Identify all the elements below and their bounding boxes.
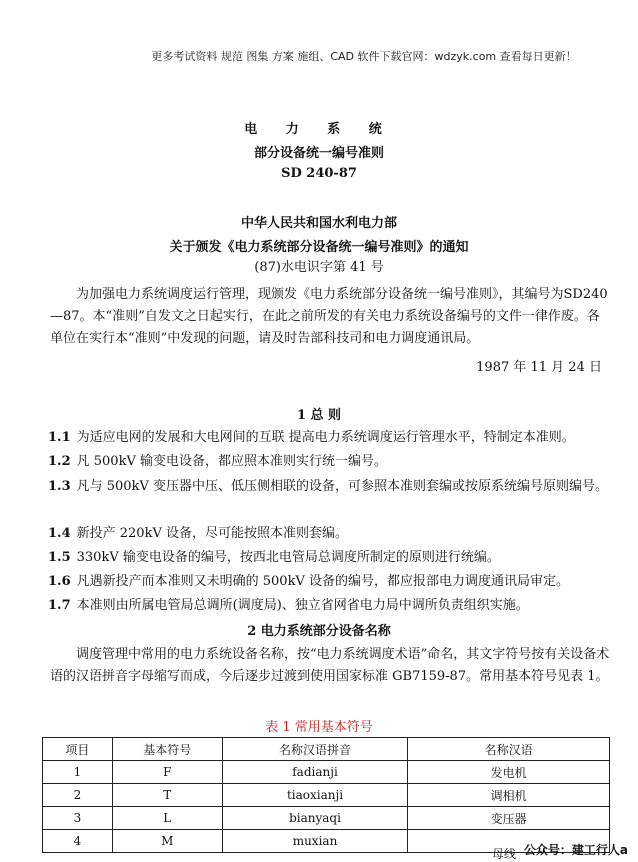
table-row (43, 807, 610, 830)
list-item (48, 572, 618, 592)
table-cell: F (112, 761, 222, 784)
column-header: 名称汉语拼音 (222, 738, 408, 761)
doc-title-line2: 部分设备统一编号准则 (253, 146, 384, 161)
list-item (48, 596, 618, 616)
notice-title: 关于颁发《电力系统部分设备统一编号准则》的通知 (169, 240, 469, 255)
header-banner: 更多考试资料 规范 图集 方案 施组、CAD 软件下载官网：wdzyk.com 查看每日更新！ (151, 50, 577, 63)
table-cell: bianyaqi (222, 807, 408, 830)
column-header: 基本符号 (112, 738, 222, 761)
column-header: 项目 (43, 738, 113, 761)
notice-number: (87)水电识字第 41 号 (254, 260, 384, 275)
table-row (43, 761, 610, 784)
notice-date: 1987 年 11 月 24 日 (476, 360, 602, 375)
issuer: 中华人民共和国水利电力部 (240, 216, 397, 231)
list-item (48, 428, 618, 448)
section1-heading: 1 总 则 (296, 408, 342, 423)
table-cell: M (112, 830, 222, 853)
table-cell: 调相机 (408, 784, 610, 807)
table-header-row (43, 738, 610, 761)
item-text: 新投产 220kV 设备，尽可能按照本准则套编。 (76, 526, 348, 541)
doc-title-line1: 电 力 系 统 (244, 122, 394, 137)
table-cell: T (112, 784, 222, 807)
table-row (43, 784, 610, 807)
table-cell: 变压器 (408, 807, 610, 830)
section2-body: 调度管理中常用的电力系统设备名称，按“电力系统调度术语”命名，其文字符号按有关设备术语的汉语拼音字母缩写而成，今后逐步过渡到使用国家标准 GB7159-87。常用基本符号见表 1。 (50, 647, 610, 684)
item-number: 1.3 (48, 479, 71, 494)
table-cell: 4 (43, 830, 113, 853)
item-number: 1.1 (48, 430, 71, 445)
table-cell: tiaoxianji (222, 784, 408, 807)
item-number: 1.5 (48, 550, 71, 565)
table-caption: 表 1 常用基本符号 (265, 720, 373, 735)
table-cell: 2 (43, 784, 113, 807)
doc-code: SD 240-87 (281, 166, 357, 181)
item-text: 凡与 500kV 变压器中压、低压侧相联的设备，可参照本准则套编或按原系统编号原则编号。 (76, 479, 608, 494)
list-item (48, 548, 618, 568)
table-cell: 1 (43, 761, 113, 784)
list-item (48, 524, 618, 544)
symbols-table (42, 737, 610, 853)
item-text: 本准则由所属电管局总调所(调度局)、独立省网省电力局中调所负责组织实施。 (76, 598, 529, 613)
footer-watermark: 公众号：建工行人a (523, 843, 628, 857)
item-number: 1.6 (48, 574, 71, 589)
item-number: 1.7 (48, 598, 71, 613)
section2-heading: 2 电力系统部分设备名称 (247, 624, 391, 639)
item-text: 凡 500kV 输变电设备，都应照本准则实行统一编号。 (76, 454, 387, 469)
table-cell: 3 (43, 807, 113, 830)
item-number: 1.4 (48, 526, 71, 541)
notice-body: 为加强电力系统调度运行管理，现颁发《电力系统部分设备统一编号准则》，其编号为SD240—87。本“准则”自发文之日起实行，在此之前所发的有关电力系统设备编号的文件一律作废。各单位在实行本“准则”中发现的问题，请及时告部科技司和电力调度通讯局。 (50, 287, 608, 346)
item-number: 1.2 (48, 454, 71, 469)
table-cell: fadianji (222, 761, 408, 784)
item-text: 凡遇新投产而本准则又未明确的 500kV 设备的编号，都应报部电力调度通讯局审定。 (76, 574, 569, 589)
list-item (48, 476, 618, 498)
table-cell: L (112, 807, 222, 830)
table-cell-overflow: 母线 (492, 847, 517, 861)
table-cell: 发电机 (408, 761, 610, 784)
item-text: 为适应电网的发展和大电网间的互联 提高电力系统调度运行管理水平，特制定本准则。 (76, 430, 575, 445)
table-cell: muxian (222, 830, 408, 853)
column-header: 名称汉语 (408, 738, 610, 761)
list-item (48, 452, 618, 472)
item-text: 330kV 输变电设备的编号，按西北电管局总调度所制定的原则进行统编。 (76, 550, 500, 565)
